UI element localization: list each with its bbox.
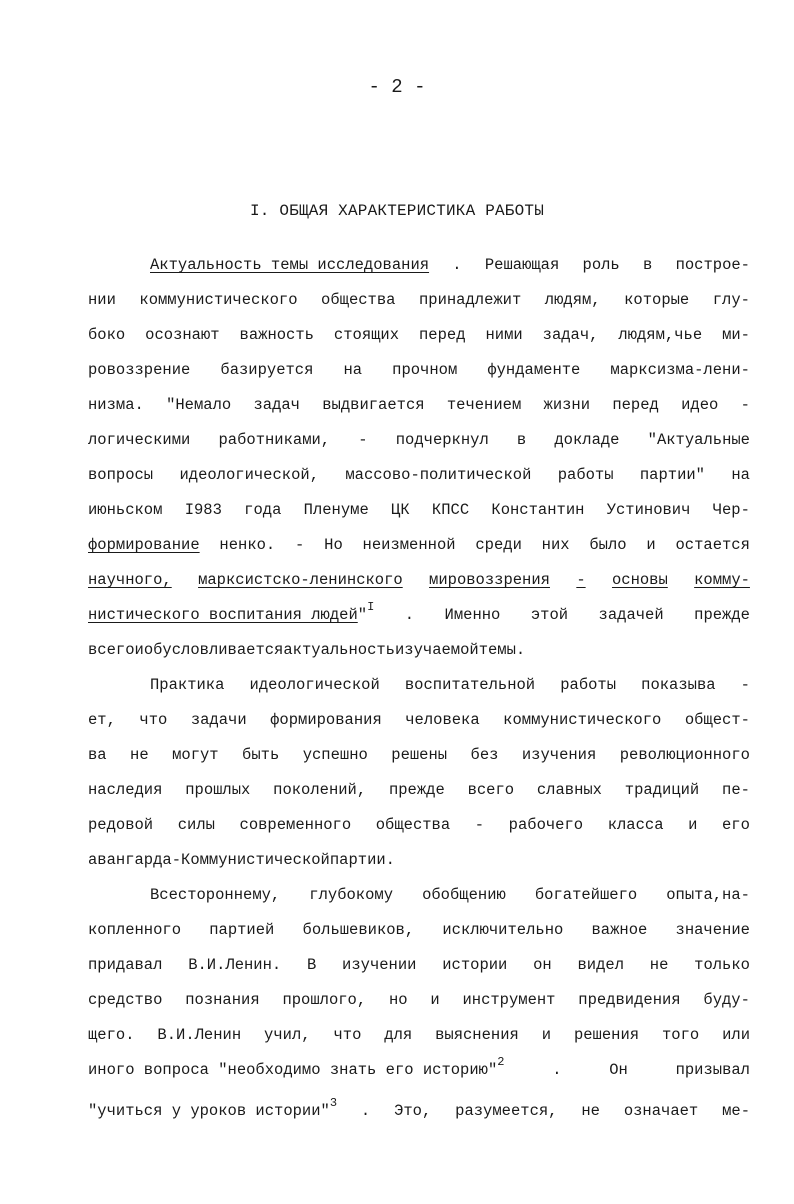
word: быть	[242, 746, 280, 764]
word: "Актуальные	[647, 431, 750, 449]
word: партии"	[639, 466, 705, 484]
word: -	[740, 396, 750, 414]
text-line	[88, 353, 750, 387]
word: Всестороннему,	[150, 886, 281, 904]
word: этой	[530, 606, 569, 624]
word: всего	[88, 641, 135, 659]
word: современного	[239, 816, 352, 834]
word: опыта,на-	[666, 886, 750, 904]
word: и	[646, 536, 656, 554]
word: на	[343, 361, 363, 379]
word: боко	[88, 326, 126, 344]
word: что	[333, 1026, 362, 1044]
word: идеологической,	[179, 466, 319, 484]
word: могут	[172, 746, 219, 764]
word: фундаменте	[487, 361, 581, 379]
word: которые	[624, 291, 690, 309]
text-line	[88, 1094, 750, 1128]
word: Но	[324, 536, 343, 554]
word: пе-	[722, 781, 750, 799]
word: изучения	[521, 746, 597, 764]
word: задач,	[542, 326, 599, 344]
word: наследия	[88, 781, 163, 799]
text-line	[88, 948, 750, 982]
word: мировоззрения	[429, 571, 550, 589]
word: он	[533, 956, 552, 974]
word: ва	[88, 746, 107, 764]
word: без	[470, 746, 499, 764]
word: значение	[675, 921, 750, 939]
word: "Немало	[166, 396, 232, 414]
word: призывал	[675, 1061, 750, 1079]
word: -	[740, 676, 750, 694]
word: не	[581, 1102, 600, 1120]
word: Это,	[394, 1102, 432, 1120]
word: рабочего	[508, 816, 584, 834]
text-line	[150, 668, 750, 702]
word: роль	[582, 256, 620, 274]
word: воспитательной	[404, 676, 536, 694]
word: для	[384, 1026, 413, 1044]
word: но	[388, 991, 408, 1009]
underlined-heading: Актуальность темы исследования	[150, 256, 430, 274]
text-line	[88, 983, 750, 1017]
word: ними	[485, 326, 523, 344]
word: течением	[446, 396, 522, 414]
word: .	[404, 606, 415, 624]
text-line	[88, 773, 750, 807]
word: истории	[442, 956, 508, 974]
word: Пленуме	[303, 501, 369, 519]
word: прежде	[388, 781, 445, 799]
word: построе-	[675, 256, 750, 274]
word: подчеркнул	[395, 431, 489, 449]
word: ненко.	[219, 536, 276, 554]
word: Чер-	[712, 501, 750, 519]
word: буду-	[703, 991, 750, 1009]
word: ет,	[88, 711, 116, 729]
word: общества	[321, 291, 396, 309]
word: успешно	[302, 746, 368, 764]
word: общест-	[684, 711, 750, 729]
word: идео	[681, 396, 719, 414]
word: июньском	[88, 501, 163, 519]
underlined-quote: формирование	[88, 536, 200, 554]
word: осознают	[145, 326, 220, 344]
word: и	[541, 1026, 552, 1044]
word: Он	[609, 1061, 628, 1079]
word: жизни	[543, 396, 591, 414]
word: Константин	[491, 501, 585, 519]
word: исключительно	[442, 921, 564, 939]
word: перед	[419, 326, 466, 344]
text-line	[88, 738, 750, 772]
text-line	[88, 1053, 750, 1087]
word: видел	[577, 956, 625, 974]
word: коммунистического	[503, 711, 662, 729]
word: инструмент	[462, 991, 556, 1009]
word: идеологической	[249, 676, 380, 694]
word: того	[661, 1026, 700, 1044]
text-line	[150, 248, 750, 282]
text-line	[88, 598, 750, 632]
text-line	[88, 493, 750, 527]
text-line	[88, 1018, 750, 1052]
word: работы	[560, 676, 617, 694]
text-line	[88, 808, 750, 842]
word: коммунистического	[139, 291, 298, 309]
word: задач	[253, 396, 300, 414]
word: вопросы	[88, 466, 154, 484]
word: щего.	[88, 1026, 135, 1044]
word: темы.	[478, 641, 526, 659]
word: и	[688, 816, 698, 834]
word: стоящих	[333, 326, 400, 344]
text-line	[88, 528, 750, 562]
word: партии.	[329, 851, 395, 869]
word: марксизма-лени-	[610, 361, 750, 379]
word: докладе	[554, 431, 620, 449]
text-line	[88, 283, 750, 317]
word: задачи	[190, 711, 247, 729]
word: традиций	[624, 781, 700, 799]
footnote-marker: I	[367, 600, 375, 614]
word: его	[722, 816, 750, 834]
word: массово-политической	[345, 466, 532, 484]
word: глу-	[712, 291, 750, 309]
word: комму-	[694, 571, 750, 589]
word: не	[649, 956, 669, 974]
word: выяснения	[435, 1026, 519, 1044]
word: марксистско-ленинского	[198, 571, 403, 589]
word: актуальность	[283, 641, 395, 659]
word: важное	[591, 921, 648, 939]
text-line	[88, 423, 750, 457]
word: придавал	[88, 956, 163, 974]
word: революционного	[619, 746, 750, 764]
text-line	[88, 318, 750, 352]
word: прежде	[694, 606, 750, 624]
word: .	[360, 1102, 371, 1120]
word: решения	[573, 1026, 640, 1044]
word: в	[516, 431, 527, 449]
word: работы	[557, 466, 614, 484]
word: прошлых	[185, 781, 251, 799]
word: В.И.Ленин.	[188, 956, 282, 974]
word: низма.	[88, 396, 144, 414]
word: .	[452, 256, 462, 274]
word: работниками,	[218, 431, 331, 449]
word: всего	[467, 781, 515, 799]
word: в	[643, 256, 653, 274]
word: -	[474, 816, 485, 834]
word: неизменной	[362, 536, 456, 554]
word: партией	[209, 921, 275, 939]
word: научного,	[88, 571, 172, 589]
word: В.И.Ленин	[157, 1026, 242, 1044]
text-line	[88, 633, 750, 667]
word: среди	[475, 536, 522, 554]
word: -	[358, 431, 368, 449]
word: что	[139, 711, 168, 729]
word: или	[722, 1026, 750, 1044]
word: КПСС	[431, 501, 470, 519]
word: года	[244, 501, 282, 519]
quote-mark: "	[357, 606, 368, 624]
word: выдвигается	[322, 396, 425, 414]
underlined-quote: нистического воспитания людей	[88, 606, 358, 624]
footnote-marker: 3	[329, 1096, 338, 1110]
word: -	[576, 571, 586, 589]
word: класса	[607, 816, 664, 834]
word: принадлежит	[418, 291, 522, 309]
word: ЦК	[391, 501, 410, 519]
word: задачей	[598, 606, 664, 624]
word: человека	[405, 711, 480, 729]
text-line	[88, 843, 750, 877]
word: не	[130, 746, 149, 764]
section-title: I. ОБЩАЯ ХАРАКТЕРИСТИКА РАБОТЫ	[249, 202, 545, 220]
word: богатейшего	[534, 886, 638, 904]
word: означает	[623, 1102, 699, 1120]
word: людям,чье	[618, 326, 703, 344]
word: познания	[185, 991, 260, 1009]
word: Коммунистической	[181, 851, 330, 869]
word: изучаемой	[394, 641, 479, 659]
word: разумеется,	[455, 1102, 558, 1120]
word: -	[171, 851, 182, 869]
word: остается	[675, 536, 750, 554]
text-line underlined-quote	[88, 563, 750, 597]
word: важность	[239, 326, 314, 344]
text-line	[88, 388, 750, 422]
word: В	[306, 956, 317, 974]
word: перед	[612, 396, 659, 414]
word: учил,	[264, 1026, 311, 1044]
word: большевиков,	[302, 921, 415, 939]
word: ми-	[722, 326, 750, 344]
word: обобщению	[422, 886, 506, 904]
word: Именно	[444, 606, 501, 624]
word: основы	[611, 571, 668, 589]
word: формирования	[270, 711, 382, 729]
word: прошлого,	[282, 991, 367, 1009]
word: было	[589, 536, 627, 554]
word: глубокому	[309, 886, 394, 904]
word: Решающая	[484, 256, 560, 274]
word: ме-	[722, 1102, 750, 1120]
word: и	[134, 641, 144, 659]
word: копленного	[88, 921, 182, 939]
word: прочном	[392, 361, 458, 379]
text-line	[88, 703, 750, 737]
word: предвидения	[578, 991, 681, 1009]
line-text: иного вопроса "необходимо знать его историю"	[88, 1061, 498, 1079]
word: логическими	[88, 431, 191, 449]
word: изучении	[342, 956, 417, 974]
word: базируется	[220, 361, 314, 379]
word: авангарда	[88, 851, 172, 869]
word: .	[552, 1061, 562, 1079]
page-number: - 2 -	[368, 76, 426, 98]
word: -	[295, 536, 305, 554]
word: Устинович	[606, 501, 691, 519]
word: поколений,	[273, 781, 367, 799]
footnote-marker: 2	[497, 1055, 505, 1069]
word: нии	[88, 291, 116, 309]
word: Практика	[150, 676, 225, 694]
word: на	[731, 466, 750, 484]
word: ровоззрение	[88, 361, 191, 379]
text-line	[88, 458, 750, 492]
word: общества	[375, 816, 451, 834]
word: обусловливается	[143, 641, 284, 659]
word: редовой	[88, 816, 154, 834]
line-text: "учиться у уроков истории"	[88, 1102, 330, 1120]
word: силы	[177, 816, 215, 834]
text-line	[88, 913, 750, 947]
word: средство	[88, 991, 163, 1009]
text-line	[150, 878, 750, 912]
word: показыва	[641, 676, 716, 694]
word: и	[430, 991, 440, 1009]
word: только	[694, 956, 750, 974]
word: славных	[536, 781, 602, 799]
word: I983	[184, 501, 222, 519]
word: людям,	[544, 291, 601, 309]
word: решены	[391, 746, 448, 764]
word: них	[541, 536, 570, 554]
